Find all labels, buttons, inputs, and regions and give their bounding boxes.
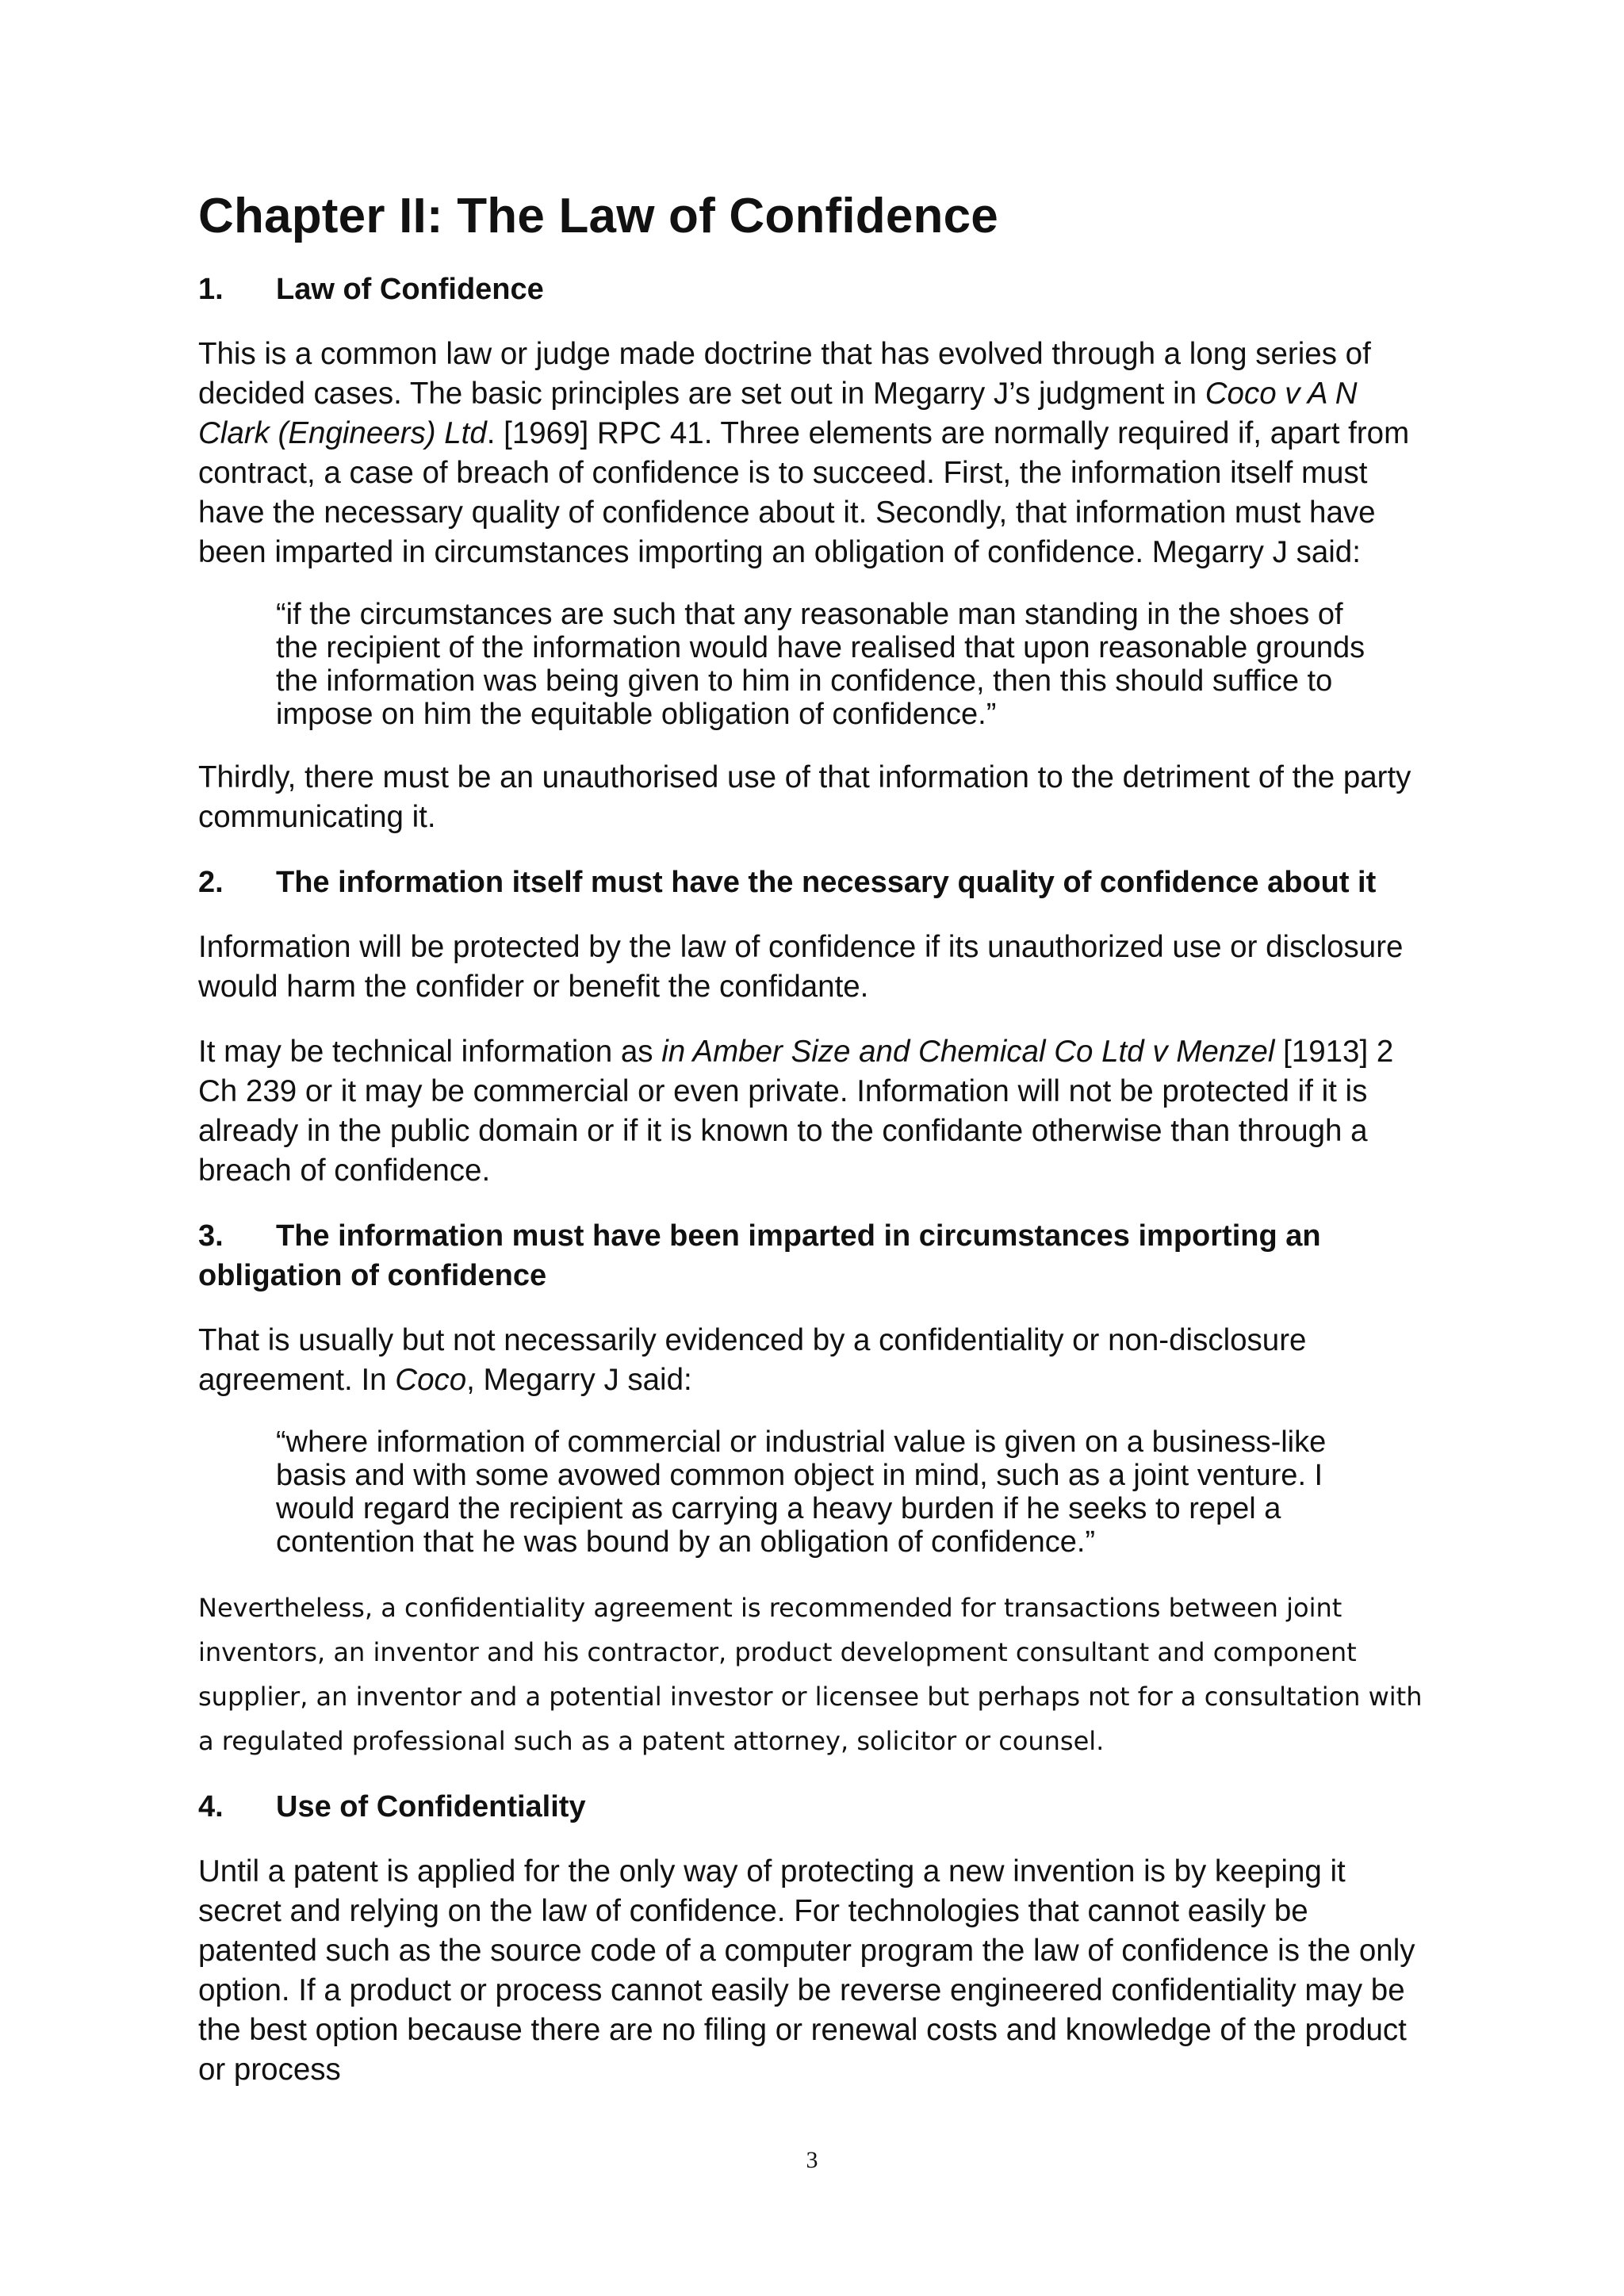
- section-3-heading: [198, 1216, 1435, 1295]
- section-4-paragraph-1: Until a patent is applied for the only way of protecting a new invention is by keeping it secret and relying on the law of confidence. For technologies that cannot easily be patented such as the source code of a computer program the law of confidence is the only option. If a product or process cannot easily be reverse engineered confidentiality may be the best option because there are no filing or renewal costs and knowledge of the product or process: [198, 1854, 1415, 2087]
- page-number: 3: [806, 2147, 818, 2173]
- section-1-heading: [198, 270, 1435, 309]
- section-1-quote: “if the circumstances are such that any reasonable man standing in the shoes of the recipient of the information would have realised that upon reasonable grounds the information was being given to him in confidence, then this should suffice to impose on him the equitable obligation of confidence.”: [276, 598, 1365, 732]
- section-4-heading: [198, 1787, 1435, 1827]
- amber-size-case-citation: in Amber Size and Chemical Co Ltd v Menzel: [661, 1035, 1275, 1070]
- coco-short-citation: Coco: [395, 1363, 467, 1398]
- section-1-title: Law of Confidence: [276, 273, 544, 307]
- section-3-paragraph-1-start: That is usually but not necessarily evidenced by a confidentiality or non-disclosure agreement. In: [198, 1323, 1307, 1398]
- section-3-number: 3.: [198, 1219, 224, 1253]
- section-1-paragraph-1: [198, 335, 1435, 572]
- section-2-paragraph-2-end: [1913] 2 Ch 239 or it may be commercial or even private. Information will not be protected if it is already in the public domain or if it is known to the confidante otherwise than through a breach of confidence.: [198, 1035, 1394, 1188]
- section-2-number: 2.: [198, 866, 224, 900]
- chapter-title: Chapter II: The Law of Confidence: [198, 189, 998, 243]
- section-1-paragraph-1-start: This is a common law or judge made doctrine that has evolved through a long series of decided cases. The basic principles are set out in Megarry J’s judgment in: [198, 337, 1371, 411]
- section-2-heading: [198, 863, 1435, 902]
- section-2-title: The information itself must have the necessary quality of confidence about it: [276, 866, 1377, 900]
- section-2-paragraph-1: Information will be protected by the law of confidence if its unauthorized use or disclosure would harm the confider or benefit the confidante.: [198, 930, 1404, 1004]
- section-1-number: 1.: [198, 273, 224, 307]
- section-3-paragraph-1: [198, 1321, 1435, 1400]
- section-4-title: Use of Confidentiality: [276, 1790, 586, 1824]
- section-2-paragraph-2-start: It may be technical information as: [198, 1035, 662, 1070]
- section-1-paragraph-2: Thirdly, there must be an unauthorised use of that information to the detriment of the party communicating it.: [198, 760, 1411, 835]
- section-3-paragraph-2: Nevertheless, a confidentiality agreement is recommended for transactions between joint inventors, an inventor and his contractor, product development consultant and component supplier, an inventor and a potential investor or licensee but perhaps not for a consultation with a regulated professional such as a patent attorney, solicitor or counsel.: [198, 1593, 1423, 1757]
- section-1-paragraph-1-end: . [1969] RPC 41. Three elements are normally required if, apart from contract, a case of breach of confidence is to succeed. First, the information itself must have the necessary quality of confidence about it. Secondly, that information must have been imparted in circumstances importing an obligation of confidence. Megarry J said:: [198, 416, 1410, 570]
- section-2-paragraph-2: [198, 1032, 1435, 1191]
- page-content: [198, 187, 1435, 2115]
- coco-case-citation: Coco v A N Clark (Engineers) Ltd: [198, 377, 1358, 451]
- section-3-paragraph-1-end: , Megarry J said:: [466, 1363, 692, 1398]
- section-3-quote: “where information of commercial or industrial value is given on a business-like basis and with some avowed common object in mind, such as a joint venture. I would regard the recipient as carrying a heavy burden if he seeks to repel a contention that he was bound by an obligation of confidence.”: [276, 1425, 1327, 1559]
- section-4-number: 4.: [198, 1790, 224, 1824]
- section-3-title: The information must have been imparted in circumstances importing an obligation of confidence: [198, 1219, 1321, 1293]
